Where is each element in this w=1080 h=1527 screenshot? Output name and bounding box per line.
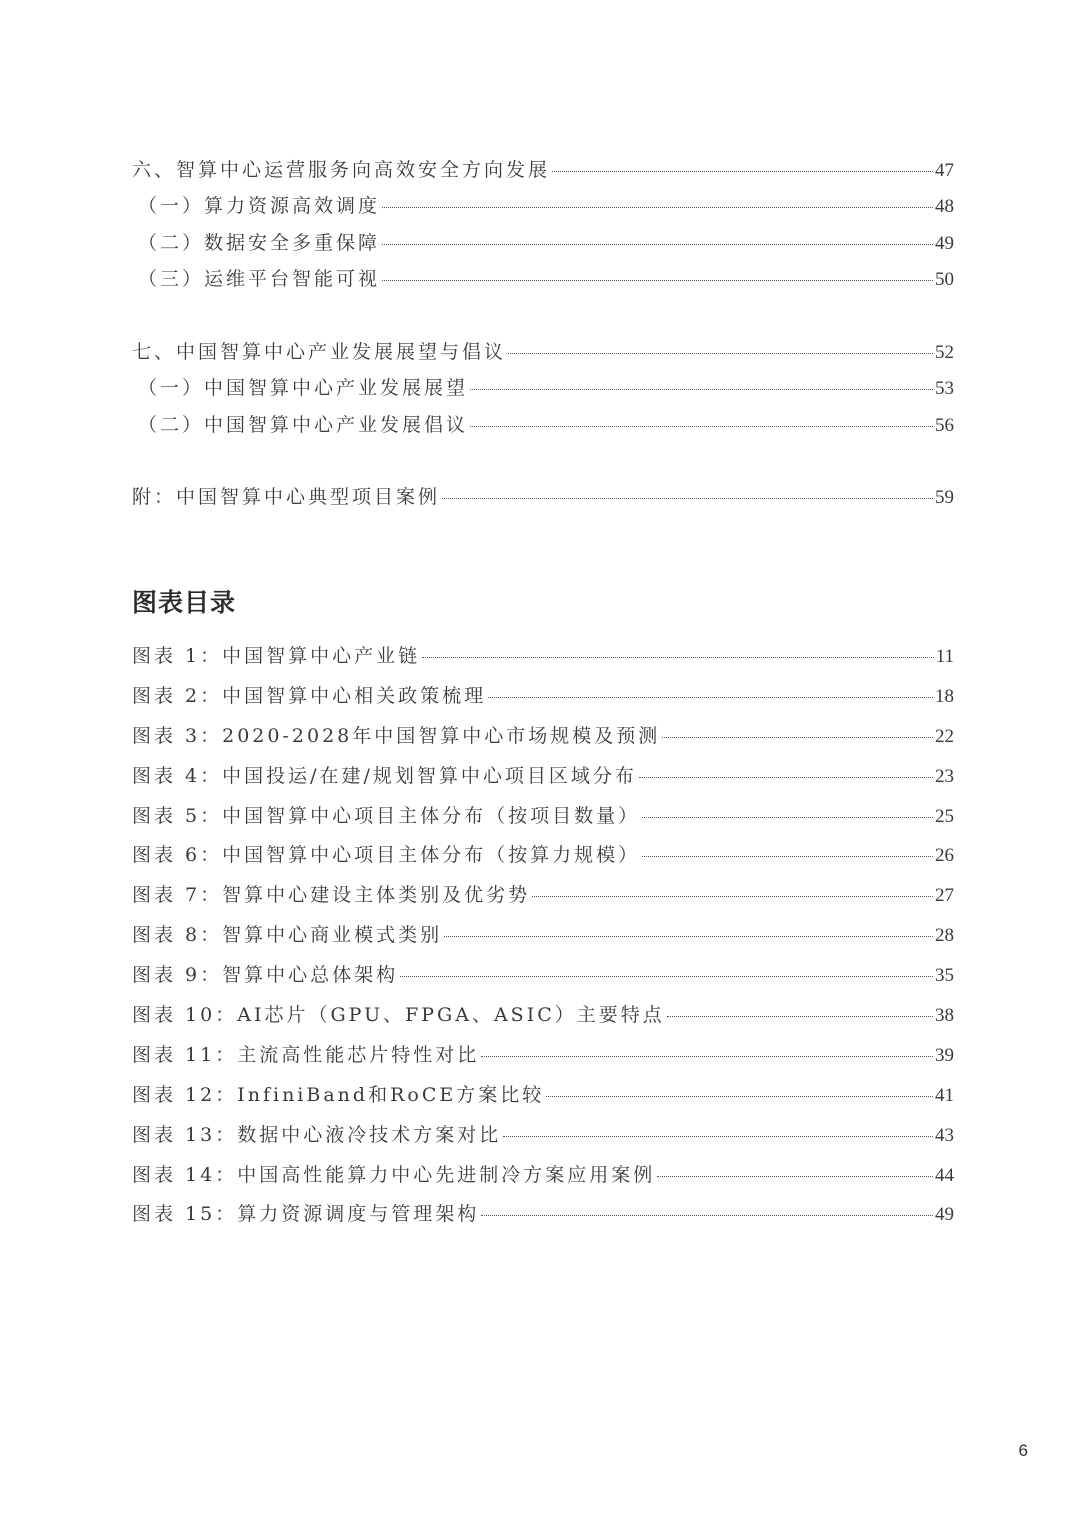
dot-leader: [382, 279, 933, 281]
dot-leader: [642, 816, 933, 818]
figure-entry[interactable]: [132, 880, 954, 920]
toc-entry[interactable]: [132, 373, 954, 409]
dot-leader: [532, 895, 933, 897]
figure-entry-page: 49: [935, 1204, 954, 1226]
figure-entry-page: 38: [935, 1005, 954, 1027]
dot-leader: [400, 975, 933, 977]
dot-leader: [503, 1135, 933, 1137]
dot-leader: [442, 497, 933, 499]
toc-entry[interactable]: [132, 264, 954, 300]
toc-section-7: [132, 337, 954, 446]
figure-entry[interactable]: [132, 1080, 954, 1120]
figure-entry-label: 图表 1：中国智算中心产业链: [132, 645, 421, 667]
figure-entry-label: 图表 12：InfiniBand和RoCE方案比较: [132, 1083, 545, 1106]
figure-entry[interactable]: [132, 1120, 954, 1160]
toc-entry-page: 50: [935, 268, 954, 290]
toc-entry[interactable]: [132, 410, 954, 446]
figure-entry[interactable]: [132, 920, 954, 960]
toc-entry-page: 53: [935, 378, 954, 400]
figure-entry[interactable]: [132, 801, 954, 841]
dot-leader: [382, 206, 933, 208]
dot-leader: [546, 1095, 933, 1097]
dot-leader: [470, 388, 933, 390]
figure-entry-label: 图表 2：中国智算中心相关政策梳理: [132, 684, 487, 707]
figure-entry-page: 27: [935, 885, 954, 907]
toc-appendix: [132, 482, 954, 518]
figure-entry-label: 图表 3：2020-2028年中国智算中心市场规模及预测: [132, 724, 661, 747]
dot-leader: [552, 170, 933, 172]
dot-leader: [470, 425, 933, 427]
toc-entry-page: 49: [935, 232, 954, 254]
toc-entry-page: 59: [935, 487, 954, 508]
figure-entry-label: 图表 4：中国投运/在建/规划智算中心项目区域分布: [132, 764, 637, 787]
figure-entry-label: 图表 10：AI芯片（GPU、FPGA、ASIC）主要特点: [132, 1004, 665, 1027]
dot-leader: [481, 1055, 933, 1057]
toc-entry-label: 附：中国智算中心典型项目案例: [132, 486, 441, 508]
toc-entry[interactable]: [132, 155, 954, 191]
dot-leader: [444, 935, 933, 937]
figure-entry-label: 图表 15：算力资源调度与管理架构: [132, 1203, 480, 1226]
dot-leader: [508, 352, 933, 354]
toc-entry[interactable]: [132, 482, 954, 518]
figure-entry-label: 图表 13：数据中心液冷技术方案对比: [132, 1123, 502, 1146]
figure-entry[interactable]: [132, 1040, 954, 1080]
toc-entry-label: （二）中国智算中心产业发展倡议: [138, 413, 469, 436]
figures-list: [132, 641, 954, 1239]
page-number: 6: [1018, 1441, 1028, 1460]
toc-entry[interactable]: [132, 337, 954, 373]
figure-entry-page: 22: [935, 725, 954, 747]
figure-entry-label: 图表 14：中国高性能算力中心先进制冷方案应用案例: [132, 1163, 656, 1186]
toc-entry-label: （一）中国智算中心产业发展展望: [138, 377, 469, 400]
dot-leader: [488, 696, 933, 698]
figure-entry[interactable]: [132, 1160, 954, 1200]
dot-leader: [662, 736, 933, 738]
toc-entry[interactable]: [132, 228, 954, 264]
figure-entry-label: 图表 6：中国智算中心项目主体分布（按算力规模）: [132, 844, 641, 867]
figure-entry[interactable]: [132, 721, 954, 761]
figure-entry-page: 41: [935, 1084, 954, 1106]
figure-entry-page: 26: [935, 845, 954, 867]
figure-entry-page: 23: [935, 765, 954, 787]
figure-entry-label: 图表 8：智算中心商业模式类别: [132, 924, 443, 947]
figure-entry[interactable]: [132, 1199, 954, 1239]
dot-leader: [642, 855, 933, 857]
figure-entry[interactable]: [132, 681, 954, 721]
figure-entry-page: 44: [935, 1164, 954, 1186]
figure-entry-page: 43: [935, 1124, 954, 1146]
toc-entry-page: 48: [935, 196, 954, 218]
dot-leader: [481, 1214, 933, 1216]
dot-leader: [639, 776, 933, 778]
dot-leader: [422, 656, 934, 658]
figure-entry[interactable]: [132, 960, 954, 1000]
toc-entry-page: 47: [935, 160, 954, 181]
dot-leader: [382, 243, 933, 245]
figure-entry-label: 图表 9：智算中心总体架构: [132, 964, 399, 987]
figure-entry-page: 18: [935, 685, 954, 707]
figure-entry-page: 35: [935, 965, 954, 987]
toc-entry-label: （一）算力资源高效调度: [138, 195, 381, 218]
toc-entry-label: 六、智算中心运营服务向高效安全方向发展: [132, 159, 551, 181]
figure-entry-label: 图表 7：智算中心建设主体类别及优劣势: [132, 884, 531, 907]
toc-entry-page: 52: [935, 342, 954, 363]
figure-entry-page: 28: [935, 925, 954, 947]
toc-entry-page: 56: [935, 414, 954, 436]
figure-entry[interactable]: [132, 840, 954, 880]
figure-entry-page: 25: [935, 805, 954, 827]
figure-entry[interactable]: [132, 1000, 954, 1040]
toc-entry[interactable]: [132, 191, 954, 227]
toc-section-6: [132, 155, 954, 300]
dot-leader: [667, 1015, 933, 1017]
toc-entry-label: 七、中国智算中心产业发展展望与倡议: [132, 341, 507, 363]
figure-entry-label: 图表 5：中国智算中心项目主体分布（按项目数量）: [132, 804, 641, 827]
figure-entry[interactable]: [132, 761, 954, 801]
figure-entry-page: 11: [935, 646, 954, 667]
figure-entry[interactable]: [132, 641, 954, 681]
dot-leader: [657, 1175, 933, 1177]
figure-entry-label: 图表 11：主流高性能芯片特性对比: [132, 1043, 480, 1066]
figures-heading: 图表目录: [132, 588, 237, 617]
figure-entry-page: 39: [935, 1044, 954, 1066]
toc-entry-label: （二）数据安全多重保障: [138, 231, 381, 254]
toc-entry-label: （三）运维平台智能可视: [138, 267, 381, 290]
